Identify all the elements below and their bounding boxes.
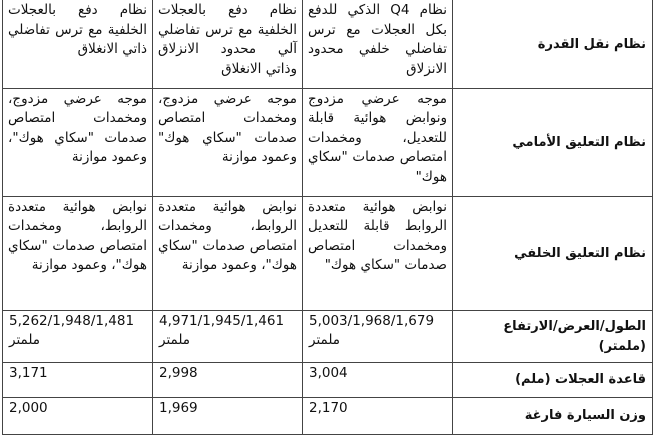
specs-table bbox=[2, 0, 653, 435]
row-label-dimensions: الطول/العرض/الارتفاع (ملمتر) bbox=[453, 310, 653, 362]
row-label-wheelbase: قاعدة العجلات (ملم) bbox=[453, 362, 653, 397]
table-row bbox=[3, 88, 653, 196]
spec-cell: نظام دفع بالعجلات الخلفية مع ترس تفاضلي آلي محدود الانزلاق وذاتي الانغلاق bbox=[153, 0, 303, 88]
wheelbase-value: 3,004 bbox=[303, 362, 453, 397]
dimensions-cell bbox=[153, 310, 303, 362]
spec-cell: نظام دفع بالعجلات الخلفية مع ترس تفاضلي ذاتي الانغلاق bbox=[3, 0, 153, 88]
spec-cell: موجه عرضي مزدوج، ومخمدات امتصاص صدمات "سكاي هوك"، وعمود موازنة bbox=[3, 88, 153, 196]
row-label-rear-suspension: نظام التعليق الخلفي bbox=[453, 196, 653, 310]
curb-weight-value: 1,969 bbox=[153, 397, 303, 434]
spec-cell: موجه عرضي مزدوج ونوابض هوائية قابلة للتعديل، ومخمدات امتصاص صدمات "سكاي هوك" bbox=[303, 88, 453, 196]
spec-cell: موجه عرضي مزدوج، ومخمدات امتصاص صدمات "سكاي هوك" وعمود موازنة bbox=[153, 88, 303, 196]
row-label-drivetrain: نظام نقل القدرة bbox=[453, 0, 653, 88]
table-row bbox=[3, 0, 653, 88]
table-row bbox=[3, 310, 653, 362]
table-row bbox=[3, 362, 653, 397]
spec-cell: نوابض هوائية متعددة الروابط قابلة للتعديل ومخمدات امتصاص صدمات "سكاي هوك" bbox=[303, 196, 453, 310]
spec-cell: نظام Q4 الذكي للدفع بكل العجلات مع ترس تفاضلي خلفي محدود الانزلاق bbox=[303, 0, 453, 88]
curb-weight-value: 2,000 bbox=[3, 397, 153, 434]
wheelbase-value: 2,998 bbox=[153, 362, 303, 397]
row-label-curb-weight: وزن السيارة فارغة bbox=[453, 397, 653, 434]
table-row bbox=[3, 196, 653, 310]
spec-cell: نوابض هوائية متعددة الروابط، ومخمدات امتصاص صدمات "سكاي هوك"، وعمود موازنة bbox=[153, 196, 303, 310]
dimensions-cell bbox=[303, 310, 453, 362]
spec-cell: نوابض هوائية متعددة الروابط، ومخمدات امتصاص صدمات "سكاي هوك"، وعمود موازنة bbox=[3, 196, 153, 310]
wheelbase-value: 3,171 bbox=[3, 362, 153, 397]
curb-weight-value: 2,170 bbox=[303, 397, 453, 434]
dimensions-value: 4,971/1,945/1,461 bbox=[159, 312, 285, 329]
dimensions-cell bbox=[3, 310, 153, 362]
dimensions-unit: ملمتر bbox=[309, 332, 341, 348]
table-row bbox=[3, 397, 653, 434]
dimensions-unit: ملمتر bbox=[9, 332, 41, 348]
dimensions-unit: ملمتر bbox=[159, 332, 191, 348]
dimensions-value: 5,003/1,968/1,679 bbox=[309, 312, 435, 329]
dimensions-value: 5,262/1,948/1,481 bbox=[9, 312, 135, 329]
row-label-front-suspension: نظام التعليق الأمامي bbox=[453, 88, 653, 196]
